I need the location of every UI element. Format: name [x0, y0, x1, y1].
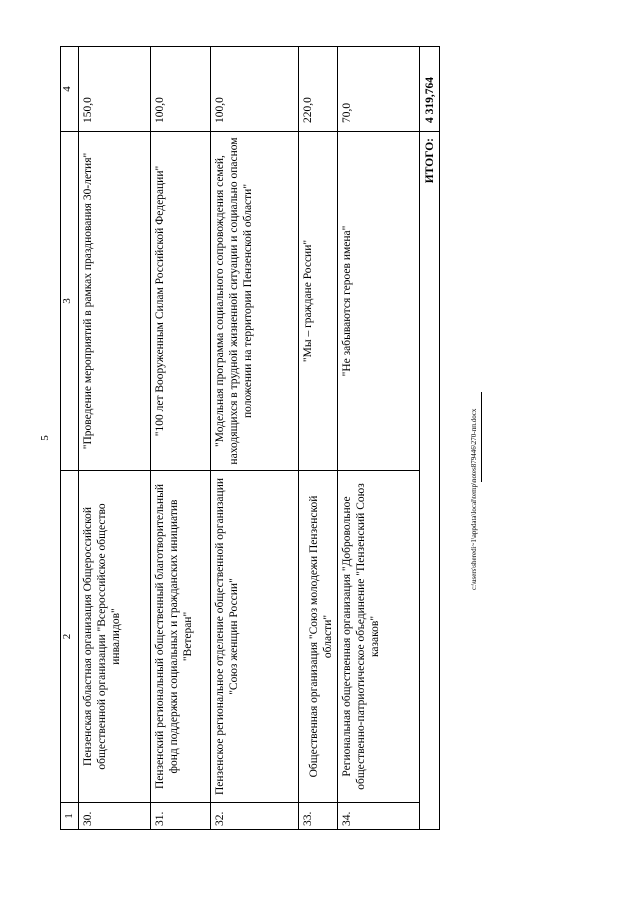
- signature-divider-line: [481, 392, 482, 482]
- amount-value: 70,0: [338, 47, 420, 132]
- amount-value: 100,0: [151, 47, 211, 132]
- table-row: [338, 47, 420, 830]
- header-col-4: 4: [61, 47, 79, 132]
- header-col-1: 1: [61, 803, 79, 830]
- row-number: 30.: [79, 803, 151, 830]
- total-value: 4 319,764: [420, 47, 440, 132]
- funding-table: [60, 46, 440, 830]
- amount-value: 100,0: [210, 47, 298, 132]
- organization-name: Пензенский региональный общественный благотворительный фонд поддержки социальных и гражданских инициатив "Ветеран": [151, 471, 211, 803]
- organization-name: Пензенская областная организация Общероссийской общественной организации "Всероссийское общество инвалидов": [79, 471, 151, 803]
- total-label: ИТОГО:: [420, 132, 440, 830]
- header-col-3: 3: [61, 132, 79, 471]
- organization-name: Пензенское региональное отделение общественной организации "Союз женщин России": [210, 471, 298, 803]
- project-title: "Модельная программа социального сопровождения семей, находящихся в трудной жизненной ситуации и социально опасном положении на территории Пензенской области": [210, 132, 298, 471]
- table-header-row: [61, 47, 79, 830]
- table-row: [151, 47, 211, 830]
- amount-value: 150,0: [79, 47, 151, 132]
- project-title: "Мы – граждане России": [299, 132, 338, 471]
- table-row: [210, 47, 298, 830]
- funding-table-wrapper: [60, 55, 440, 830]
- organization-name: Общественная организация "Союз молодежи Пензенской области": [299, 471, 338, 803]
- row-number: 32.: [210, 803, 298, 830]
- table-row: [79, 47, 151, 830]
- amount-value: 220,0: [299, 47, 338, 132]
- project-title: "Не забываются героев имена": [338, 132, 420, 471]
- row-number: 31.: [151, 803, 211, 830]
- project-title: "Проведение мероприятий в рамках празднования 30-летия": [79, 132, 151, 471]
- project-title: "100 лет Вооруженным Силам Российской Федерации": [151, 132, 211, 471]
- row-number: 33.: [299, 803, 338, 830]
- row-number: 34.: [338, 803, 420, 830]
- organization-name: Региональная общественная организация "Добровольное общественно-патриотическое объединение "Пензенский Союз казаков": [338, 471, 420, 803]
- total-row: [420, 47, 440, 830]
- footer-file-path: c:\users\sheredi~1\appdata\local\temp\notes879446\270-пп.docx: [470, 408, 478, 590]
- table-row: [299, 47, 338, 830]
- page-number: 5: [38, 435, 51, 441]
- header-col-2: 2: [61, 471, 79, 803]
